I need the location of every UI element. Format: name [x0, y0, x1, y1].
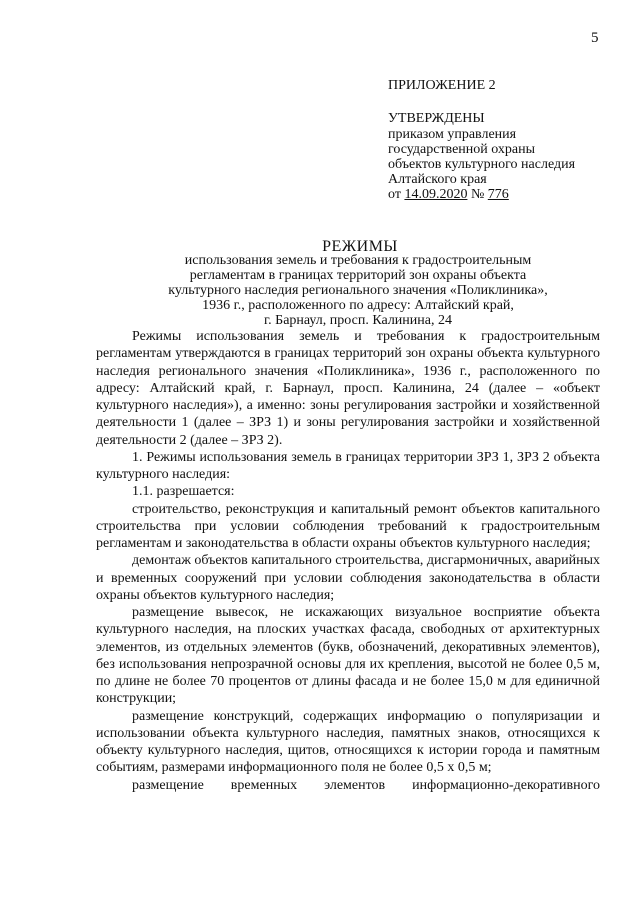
approval-line: Алтайского края — [388, 172, 487, 187]
body-paragraph: 1.1. разрешается: — [132, 484, 235, 500]
document-title: РЕЖИМЫ — [322, 238, 398, 255]
approval-block — [388, 78, 575, 202]
document-subtitle — [128, 253, 588, 328]
body-paragraph: Режимы использования земель и требования к градостроительным регламентам утверждаются в границах территорий зон охраны объекта культурного наследия регионального значения «Поликлиника», 1936 г., расположенного по адресу: Алтайский край, г. Барнаул, просп. Калинина, 24 (далее – «объект культурного наследия»), а именно: зоны регулирования застройки и хозяйственной деятельности 1 (далее – ЗРЗ 1) и зоны регулирования застройки и хозяйственной деятельности 2 (далее – ЗРЗ 2). — [96, 329, 600, 448]
body-paragraph: строительство, реконструкция и капитальный ремонт объектов капитального строительства при условии соблюдения требований к градостроительным регламентам и законодательства в области охраны объектов культурного наследия; — [96, 501, 600, 551]
body-paragraph: демонтаж объектов капитального строительства, дисгармоничных, аварийных и временных сооружений при условии соблюдения законодательства в области охраны объектов культурного наследия; — [96, 553, 601, 603]
order-number: 776 — [487, 187, 509, 202]
approval-line: государственной охраны — [388, 142, 536, 157]
body-paragraph: размещение временных элементов информационно-декоративного — [132, 777, 600, 793]
subtitle-line: 1936 г., расположенного по адресу: Алтайский край, — [202, 298, 514, 313]
page-number: 5 — [591, 30, 599, 46]
document-body — [96, 328, 600, 794]
appendix-label: ПРИЛОЖЕНИЕ 2 — [388, 78, 496, 93]
subtitle-line: использования земель и требования к градостроительным — [184, 253, 532, 268]
body-paragraph: размещение вывесок, не искажающих визуальное восприятие объекта культурного наследия, на плоских участках фасада, свободных от архитектурных элементов, из отдельных элементов (букв, обозначений, декоративных элементов), без использования непрозрачной основы для их крепления, высотой не более 0,5 м, по длине не более 70 процентов от длины фасада и не более 15,0 м для единичной конструкции; — [96, 605, 600, 707]
body-paragraph: 1. Режимы использования земель в границах территории ЗРЗ 1, ЗРЗ 2 объекта культурного наследия: — [96, 449, 600, 482]
approved-label: УТВЕРЖДЕНЫ — [388, 111, 485, 126]
subtitle-line: регламентам в границах территорий зон охраны объекта — [189, 268, 527, 283]
body-paragraph: размещение конструкций, содержащих информацию о популяризации и использовании объекта культурного наследия, памятных знаков, относящихся к объекту культурного наследия, щитов, относящихся к истории города и памятным событиям, размерами информационного поля не более 0,5 х 0,5 м; — [96, 708, 600, 776]
approval-line: приказом управления — [388, 127, 517, 142]
order-date: 14.09.2020 — [404, 187, 468, 202]
subtitle-line: г. Барнаул, просп. Калинина, 24 — [264, 313, 452, 328]
order-date-number — [388, 187, 575, 202]
subtitle-line: культурного наследия регионального значения «Поликлиника», — [168, 283, 548, 298]
date-prefix: от — [388, 187, 405, 202]
number-sign: № — [467, 187, 488, 202]
approval-line: объектов культурного наследия — [388, 157, 576, 172]
